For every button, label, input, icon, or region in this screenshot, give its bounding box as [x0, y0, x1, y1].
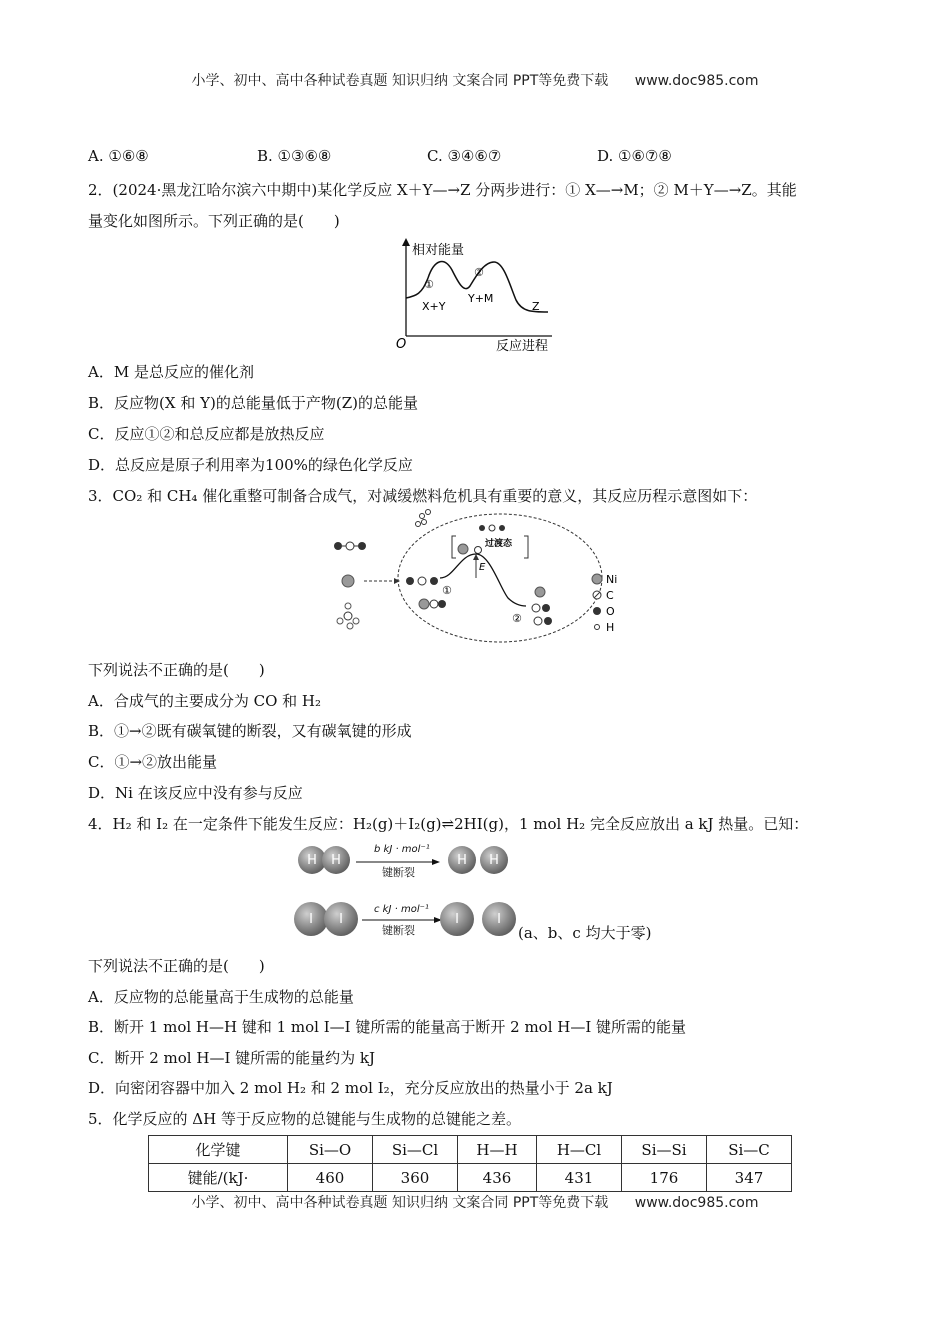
state-2-species — [532, 587, 552, 625]
table-row — [149, 1164, 792, 1192]
q2-option-c: C．反应①②和总反应都是放热反应 — [88, 425, 325, 443]
c-energy-label: c kJ · mol⁻¹ — [374, 904, 429, 915]
h-atom: H — [448, 846, 476, 874]
q2-option-b: B．反应物(X 和 Y)的总能量低于产物(Z)的总能量 — [88, 394, 418, 412]
footer-url[interactable]: www.doc985.com — [634, 1195, 759, 1211]
q2-option-a: A．M 是总反应的催化剂 — [88, 363, 254, 381]
q4-option-b: B．断开 1 mol H—H 键和 1 mol I—I 键所需的能量高于断开 2 mol H—I 键所需的能量 — [88, 1018, 687, 1036]
q2-stem-line1: 2．(2024·黑龙江哈尔滨六中期中)某化学反应 X＋Y—→Z 分两步进行：① X—→M；② M＋Y—→Z。其能 — [88, 181, 797, 199]
q2-xlabel: 反应进程 — [496, 339, 549, 352]
q2-ym-label: Y+M — [468, 292, 494, 305]
q3-question: 下列说法不正确的是( ) — [88, 661, 265, 679]
i-atom: I — [440, 902, 474, 936]
q4-stem: 4．H₂ 和 I₂ 在一定条件下能发生反应：H₂(g)＋I₂(g)⇌2HI(g)，1 mol H₂ 完全反应放出 a kJ 热量。已知： — [88, 815, 809, 833]
header-text: 小学、初中、高中各种试卷真题 知识归纳 文案合同 PPT等免费下载 — [191, 73, 609, 89]
header-url[interactable]: www.doc985.com — [634, 73, 759, 89]
state-1-species — [406, 577, 446, 609]
q1-option-d: D. ①⑥⑦⑧ — [597, 147, 672, 165]
b-energy-label: b kJ · mol⁻¹ — [374, 844, 430, 855]
table-cell: 176 — [622, 1164, 707, 1192]
table-cell: 460 — [288, 1164, 373, 1192]
legend-c: C — [606, 589, 614, 602]
table-header-cell: Si—O — [288, 1136, 373, 1164]
h-atom: H — [480, 846, 508, 874]
h-atom: H — [322, 846, 350, 874]
q4-option-a: A．反应物的总能量高于生成物的总能量 — [88, 988, 354, 1006]
q3-step2-label: ② — [512, 612, 522, 625]
q2-step2-label: ② — [474, 266, 484, 279]
legend-ni: Ni — [606, 573, 618, 586]
q3-option-d: D．Ni 在该反应中没有参与反应 — [88, 784, 303, 802]
page-footer — [0, 1192, 950, 1212]
q2-energy-diagram — [392, 236, 562, 352]
q1-option-c: C. ③④⑥⑦ — [427, 147, 502, 165]
table-header-row — [149, 1136, 792, 1164]
q4-option-d: D．向密闭容器中加入 2 mol H₂ 和 2 mol I₂，充分反应放出的热量小于 2a kJ — [88, 1079, 613, 1097]
table-cell: 431 — [537, 1164, 622, 1192]
q3-option-c: C．①→②放出能量 — [88, 753, 218, 771]
q3-energy-label: E — [479, 562, 486, 573]
co2-molecule — [334, 542, 366, 550]
bond-energy-table — [148, 1135, 792, 1192]
q1-option-b: B. ①③⑥⑧ — [257, 147, 332, 165]
q3-stem: 3．CO₂ 和 CH₄ 催化重整可制备合成气，对减缓燃料危机具有重要的意义，其反应历程示意图如下： — [88, 487, 758, 505]
q3-legend — [592, 573, 617, 634]
q2-origin: O — [396, 337, 407, 352]
legend-h: H — [606, 621, 615, 634]
break-label: 键断裂 — [382, 866, 415, 879]
legend-o: O — [606, 605, 615, 618]
q4-question: 下列说法不正确的是( ) — [88, 957, 265, 975]
table-header-cell: Si—Cl — [373, 1136, 458, 1164]
footer-text: 小学、初中、高中各种试卷真题 知识归纳 文案合同 PPT等免费下载 — [191, 1195, 609, 1211]
table-header-cell: 化学键 — [149, 1136, 288, 1164]
table-header-cell: Si—C — [707, 1136, 792, 1164]
page-header — [0, 70, 950, 90]
q1-option-a: A. ①⑥⑧ — [88, 147, 149, 165]
break-label: 键断裂 — [382, 924, 415, 937]
ni-atom — [342, 575, 354, 587]
i-atom: I — [324, 902, 358, 936]
q2-xy-label: X+Y — [422, 300, 446, 313]
q4-option-c: C．断开 2 mol H—I 键所需的能量约为 kJ — [88, 1049, 376, 1067]
abc-note: (a、b、c 均大于零) — [518, 924, 652, 942]
q3-transition-label: 过渡态 — [485, 539, 513, 549]
table-cell: 360 — [373, 1164, 458, 1192]
i-atom: I — [294, 902, 328, 936]
q2-stem-line2: 量变化如图所示。下列正确的是( ) — [88, 212, 340, 230]
ii-bond-figure — [294, 902, 664, 942]
table-header-cell: H—Cl — [537, 1136, 622, 1164]
table-cell: 436 — [458, 1164, 537, 1192]
table-header-cell: Si—Si — [622, 1136, 707, 1164]
table-cell: 347 — [707, 1164, 792, 1192]
q2-ylabel: 相对能量 — [412, 243, 465, 258]
q2-z-label: Z — [532, 300, 540, 313]
q2-option-d: D．总反应是原子利用率为100%的绿色化学反应 — [88, 456, 413, 474]
q5-stem: 5．化学反应的 ΔH 等于反应物的总键能与生成物的总键能之差。 — [88, 1110, 521, 1128]
table-header-cell: H—H — [458, 1136, 537, 1164]
q2-step1-label: ① — [424, 278, 434, 291]
h-atom: H — [298, 846, 326, 874]
q3-option-a: A．合成气的主要成分为 CO 和 H₂ — [88, 692, 322, 710]
ch4-molecule — [337, 603, 359, 629]
q3-mechanism-diagram — [330, 508, 630, 646]
i-atom: I — [482, 902, 516, 936]
hh-bond-figure — [298, 844, 518, 880]
q3-step1-label: ① — [442, 584, 452, 597]
table-cell: 键能/(kJ· — [149, 1164, 288, 1192]
q3-option-b: B．①→②既有碳氧键的断裂，又有碳氧键的形成 — [88, 722, 412, 740]
